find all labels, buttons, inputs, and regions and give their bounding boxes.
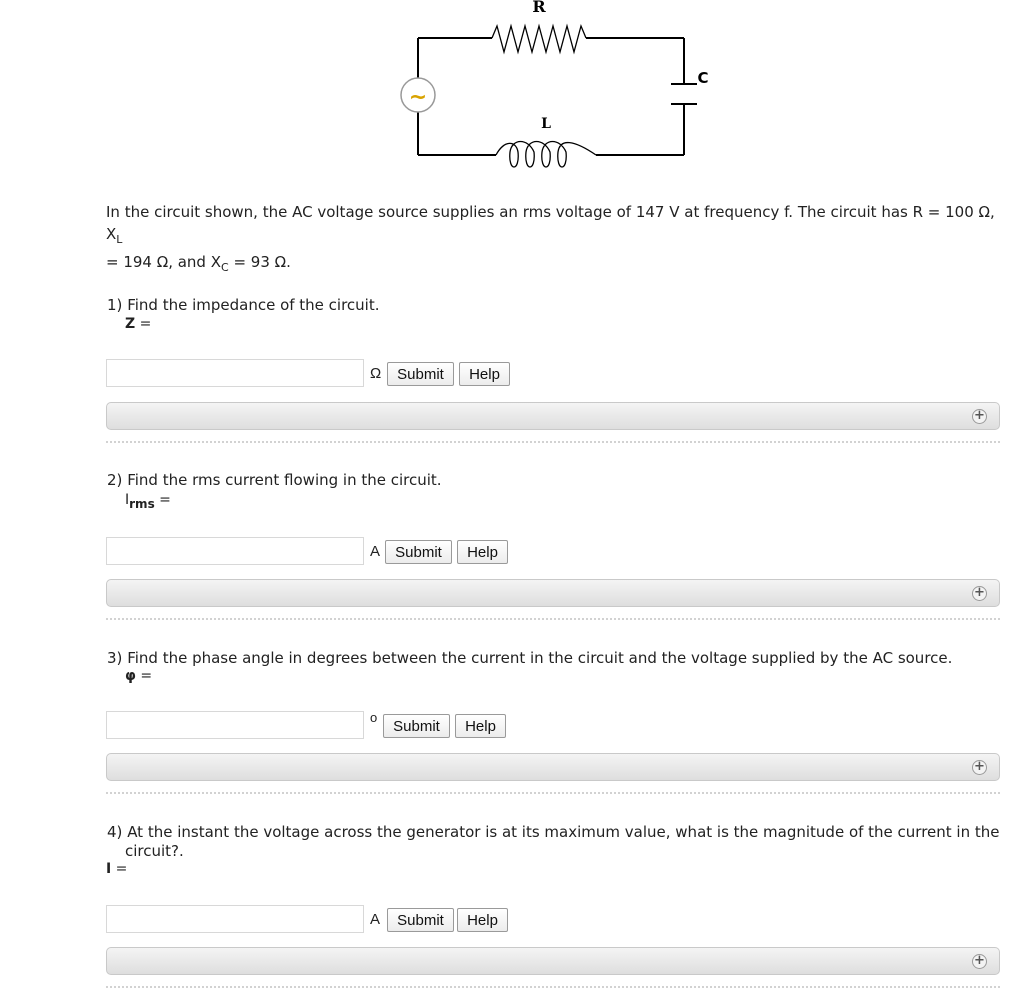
plus-circle-icon[interactable]: + <box>972 760 987 775</box>
answer-input-1[interactable] <box>106 359 364 387</box>
question-3-text: 3) Find the phase angle in degrees between the current in the circuit and the voltage supplied by the AC source. <box>107 649 953 667</box>
inductor-symbol <box>496 142 596 168</box>
submit-button-3[interactable]: Submit <box>383 714 450 738</box>
submit-button-4[interactable]: Submit <box>387 908 454 932</box>
submit-button-2[interactable]: Submit <box>385 540 452 564</box>
divider <box>106 441 1000 443</box>
hint-panel-1[interactable] <box>106 402 1000 430</box>
resistor-symbol <box>492 26 586 52</box>
help-button-2[interactable]: Help <box>457 540 508 564</box>
unit-label-2: A <box>370 543 381 560</box>
ac-source-glyph: ~ <box>408 85 428 110</box>
plus-circle-icon[interactable]: + <box>972 586 987 601</box>
hint-panel-2[interactable] <box>106 579 1000 607</box>
answer-input-4[interactable] <box>106 905 364 933</box>
help-button-3[interactable]: Help <box>455 714 506 738</box>
submit-button-1[interactable]: Submit <box>387 362 454 386</box>
hint-panel-3[interactable] <box>106 753 1000 781</box>
unit-label-4: A <box>370 911 381 928</box>
divider <box>106 618 1000 620</box>
help-button-1[interactable]: Help <box>459 362 510 386</box>
question-4-variable: I = <box>106 861 128 877</box>
problem-statement: In the circuit shown, the AC voltage source supplies an rms voltage of 147 V at frequency f. The circuit has R = 100 Ω, $X_L$ = 194 Ω, and $X_C = 93$ Ω. <box>106 203 995 274</box>
circuit-diagram <box>396 0 726 185</box>
divider <box>106 986 1000 988</box>
question-2-variable: Irms = <box>125 492 171 511</box>
question-3-variable: φ = <box>125 668 153 684</box>
unit-label-1: Ω <box>370 365 382 382</box>
unit-label-3: o <box>370 710 378 725</box>
hint-panel-4[interactable] <box>106 947 1000 975</box>
question-4-text: 4) At the instant the voltage across the generator is at its maximum value, what is the magnitude of the current in the circuit?. <box>107 823 1000 860</box>
answer-input-3[interactable] <box>106 711 364 739</box>
resistor-label: R <box>532 0 546 16</box>
plus-circle-icon[interactable]: + <box>972 409 987 424</box>
help-button-4[interactable]: Help <box>457 908 508 932</box>
question-1-text: 1) Find the impedance of the circuit. <box>107 296 380 314</box>
question-1-variable: Z = <box>125 316 152 332</box>
capacitor-label: C <box>697 69 709 87</box>
plus-circle-icon[interactable]: + <box>972 954 987 969</box>
question-2-text: 2) Find the rms current flowing in the circuit. <box>107 471 442 489</box>
divider <box>106 792 1000 794</box>
inductor-label: L <box>541 116 551 132</box>
answer-input-2[interactable] <box>106 537 364 565</box>
